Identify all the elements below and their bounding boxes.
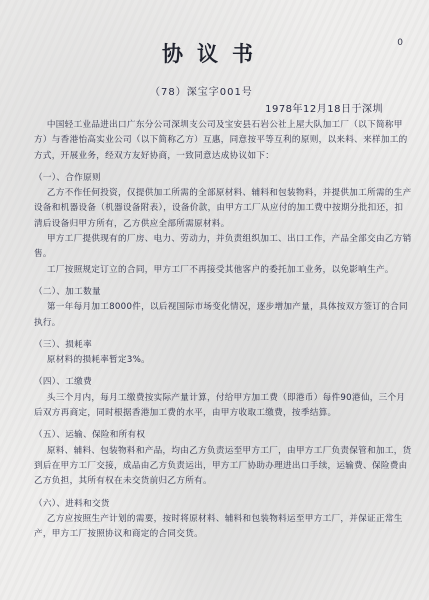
- section-heading: （四）、工缴费: [34, 377, 92, 388]
- section-heading: （三）、损耗率: [34, 339, 92, 350]
- section-paragraph: 原材料的损耗率暂定3%。: [46, 355, 151, 366]
- section-paragraph: 甲方工厂提供现有的厂房、电力、劳动力，并负责组织加工、出口工作，产品全部交由乙方销售。: [34, 234, 412, 260]
- section-paragraph: 工厂按照规定订立的合同，甲方工厂不再接受其他客户的委托加工业务，以免影响生产。: [46, 264, 394, 275]
- intro-paragraph: 中国轻工业品进出口广东分公司深圳支公司及宝安县石岩公社上屋大队加工厂（以下简称甲方）与香港怡高实业公司（以下简称乙方）互惠，同意按平等互利的原则，以来料、来样加工的方式，开展业务，经双方友好协商，一致同意达成协议如下：: [34, 120, 408, 161]
- date-place-line: 1978年12月18日于深圳: [265, 104, 383, 115]
- section-paragraph: 乙方不作任何投资，仅提供加工所需的全部原材料、辅料和包装物料，并提供加工所需的生产设备和机器设备（机器设备附表），设备价款，由甲方工厂从应付的加工费中按期分批扣还，扣清后设备归甲方所有，乙方供应全部所需原材料。: [34, 188, 412, 229]
- document-title: 协议书: [162, 41, 267, 66]
- section-heading: （二）、加工数量: [34, 286, 101, 297]
- section-paragraph: 第一年每月加工8000件，以后视国际市场变化情况，逐步增加产量，具体按双方签订的合同执行。: [34, 302, 408, 328]
- section-paragraph: 头三个月内，每月工缴费按实际产量计算，付给甲方加工费（即港币）每件90港仙，三个月后双方再商定，同时根据香港加工费的水平，由甲方收取工缴费，按季结算。: [34, 392, 406, 419]
- section-paragraph: 原料、辅料、包装物料和产品，均由乙方负责运至甲方工厂，由甲方工厂负责保管和加工，货到后在甲方工厂交接，成品由乙方负责运出，甲方工厂协助办理进出口手续，运输费、保险费由乙方负担，其所有权在未交货前归乙方所有。: [34, 445, 412, 487]
- section-paragraph: 乙方应按照生产计划的需要，按时将原材料、辅料和包装物料运至甲方工厂，并保证正常生产，甲方工厂按照协议和商定的合同交货。: [34, 513, 403, 540]
- section-heading: （一）、合作原则: [34, 172, 101, 183]
- section-heading: （五）、运输、保险和所有权: [34, 430, 146, 441]
- document-body: [34, 118, 412, 542]
- section-heading: （六）、进料和交货: [34, 498, 110, 509]
- page-number: 0: [397, 38, 403, 48]
- reference-number: （78）深宝字001号: [150, 87, 253, 98]
